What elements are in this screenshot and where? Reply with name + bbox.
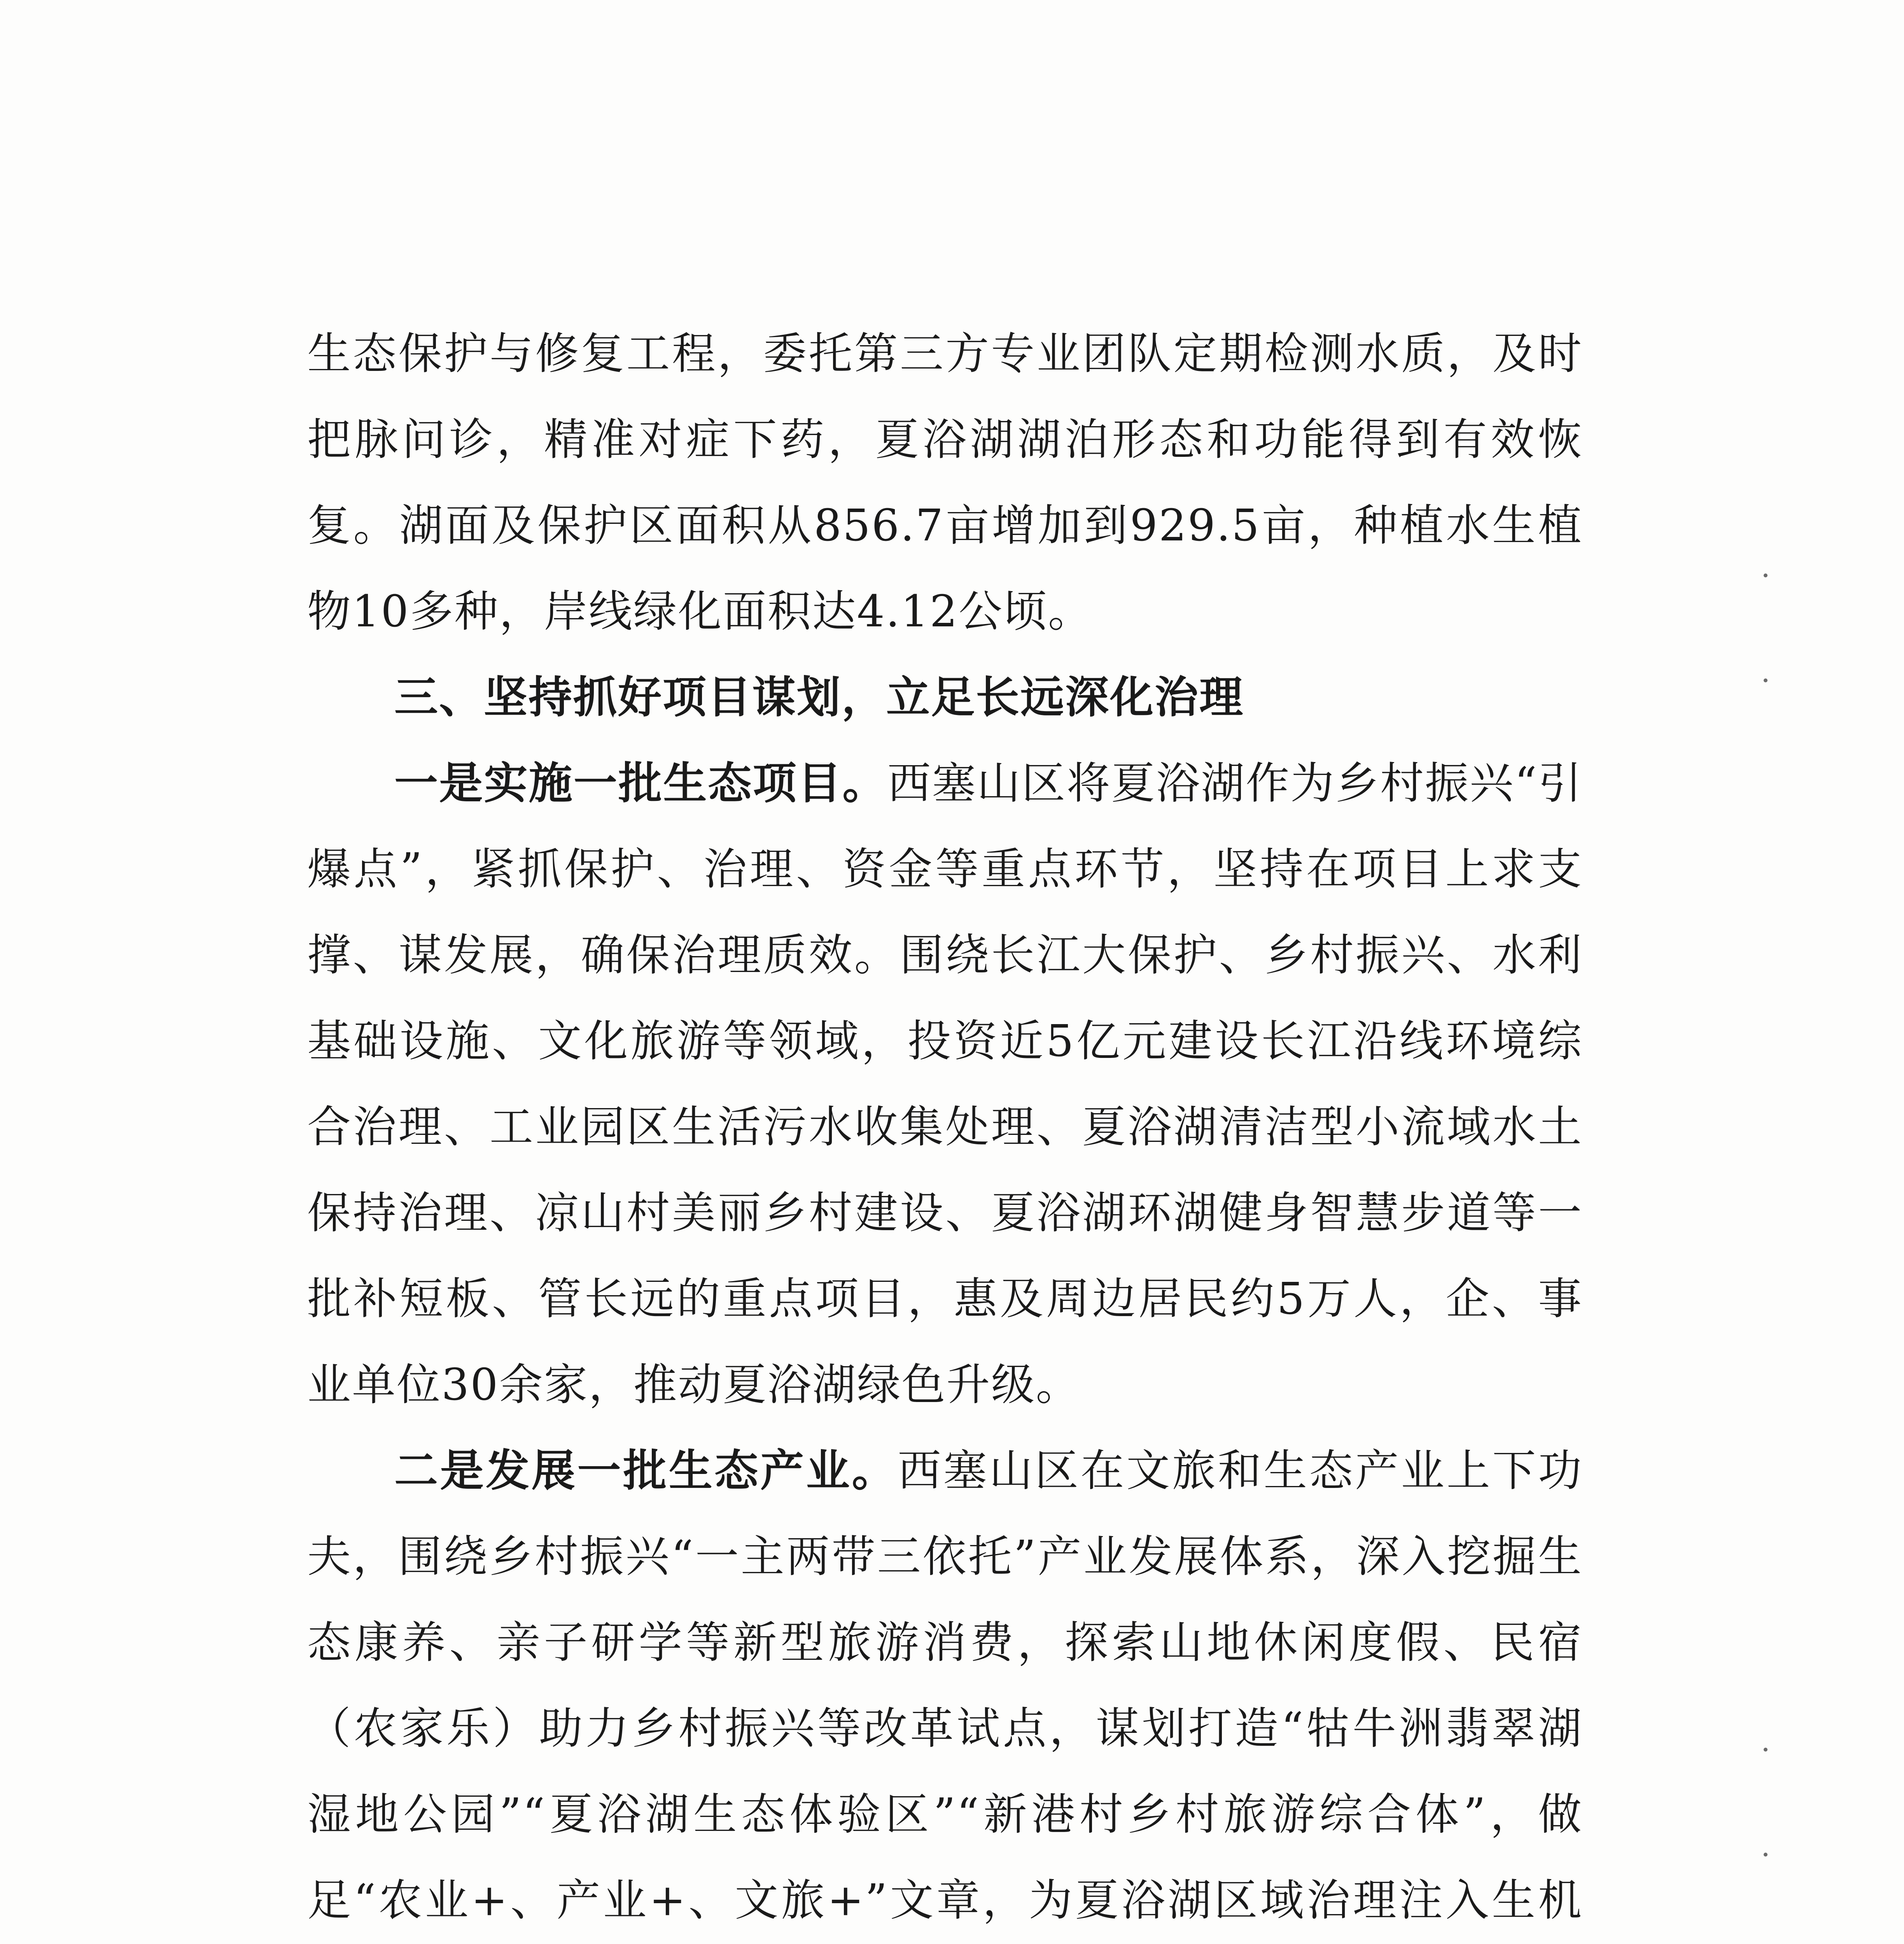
paragraph-ecological-restoration [307, 311, 1583, 655]
scan-speck [1764, 1853, 1768, 1857]
paragraph-lead: 一是实施一批生态项目。 [394, 758, 887, 809]
section-heading-three: 三、坚持抓好项目谋划，立足长远深化治理 [394, 672, 1244, 723]
document-body [307, 311, 1583, 1944]
scan-speck [1764, 1748, 1768, 1752]
paragraph-text: 西塞山区在文旅和生态产业上下功夫，围绕乡村振兴“一主两带三依托”产业发展体系，深入挖掘生态康养、亲子研学等新型旅游消费，探索山地休闲度假、民宿（农家乐）助力乡村振兴等改革试点，谋划打造“牯牛洲翡翠湖湿地公园”“夏浴湖生态体验区”“新港村乡村旅游综合体”，做足“农业+、产业+、文旅+”文章，为夏浴湖区域治理注入生机 [307, 1446, 1583, 1926]
scan-speck [1764, 678, 1768, 682]
paragraph-text: 西塞山区将夏浴湖作为乡村振兴“引爆点”，紧抓保护、治理、资金等重点环节，坚持在项目上求支撑、谋发展，确保治理质效。围绕长江大保护、乡村振兴、水利基础设施、文化旅游等领域，投资近5亿元建设长江沿线环境综合治理、工业园区生活污水收集处理、夏浴湖清洁型小流域水土保持治理、凉山村美丽乡村建设、夏浴湖环湖健身智慧步道等一批补短板、管长远的重点项目，惠及周边居民约5万人，企、事业单位30余家，推动夏浴湖绿色升级。 [307, 758, 1583, 1410]
paragraph-text: 生态保护与修复工程，委托第三方专业团队定期检测水质，及时把脉问诊，精准对症下药，夏浴湖湖泊形态和功能得到有效恢复。湖面及保护区面积从856.7亩增加到929.5亩，种植水生植物10多种，岸线绿化面积达4.12公顷。 [307, 329, 1583, 637]
paragraph-ecological-projects [307, 741, 1583, 1428]
paragraph-ecological-industries [307, 1428, 1583, 1944]
paragraph-lead: 二是发展一批生态产业。 [394, 1446, 898, 1496]
scan-speck [1764, 573, 1768, 577]
